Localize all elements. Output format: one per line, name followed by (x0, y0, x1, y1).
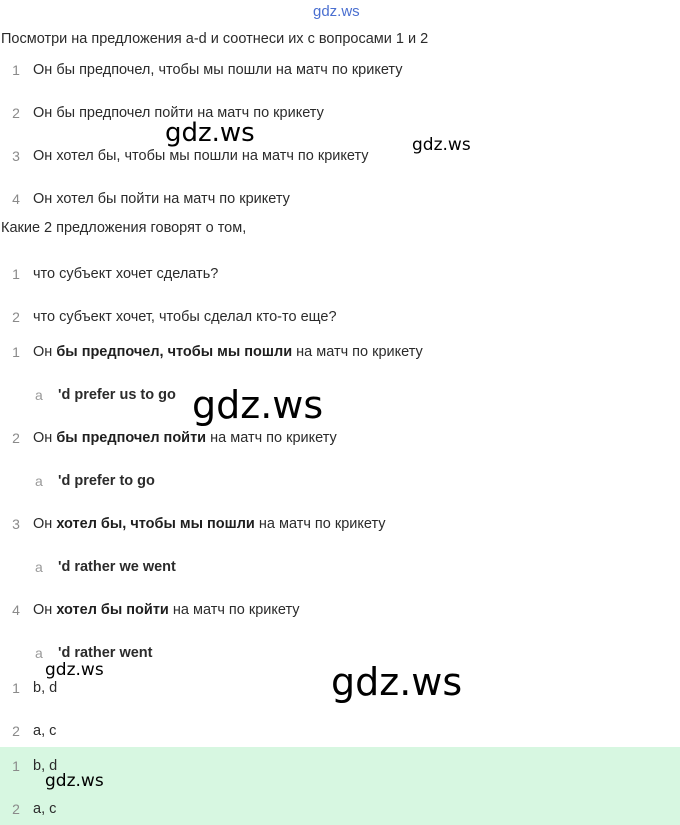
answer-box-number: 1 (12, 758, 20, 774)
option-letter: a (35, 473, 43, 489)
task-heading: Посмотри на предложения a-d и соотнеси их с вопросами 1 и 2 (1, 31, 429, 47)
translation-number: 2 (12, 430, 20, 446)
translation-text: Он хотел бы пойти на матч по крикету (33, 602, 300, 618)
sentence-text: Он бы предпочел пойти на матч по крикету (33, 105, 324, 121)
watermark: gdz.ws (45, 771, 104, 791)
answer-text: b, d (33, 680, 58, 696)
answer-box-number: 2 (12, 801, 20, 817)
sentence-number: 2 (12, 105, 20, 121)
site-logo-link[interactable]: gdz.ws (313, 3, 360, 20)
english-phrase: 'd prefer us to go (58, 387, 176, 403)
question-heading: Какие 2 предложения говорят о том, (1, 220, 247, 236)
translation-number: 3 (12, 516, 20, 532)
watermark: gdz.ws (192, 383, 324, 427)
watermark: gdz.ws (412, 135, 471, 155)
answer-text: a, c (33, 723, 57, 739)
question-number: 2 (12, 309, 20, 325)
answer-number: 1 (12, 680, 20, 696)
sentence-number: 4 (12, 191, 20, 207)
watermark: gdz.ws (331, 660, 463, 704)
sentence-text: Он бы предпочел, чтобы мы пошли на матч по крикету (33, 62, 403, 78)
english-phrase: 'd rather we went (58, 559, 176, 575)
option-letter: a (35, 387, 43, 403)
sentence-text: Он хотел бы, чтобы мы пошли на матч по крикету (33, 148, 369, 164)
watermark: gdz.ws (165, 118, 255, 148)
sentence-text: Он хотел бы пойти на матч по крикету (33, 191, 290, 207)
question-number: 1 (12, 266, 20, 282)
translation-number: 1 (12, 344, 20, 360)
answer-number: 2 (12, 723, 20, 739)
translation-number: 4 (12, 602, 20, 618)
option-letter: a (35, 559, 43, 575)
sentence-number: 3 (12, 148, 20, 164)
sentence-number: 1 (12, 62, 20, 78)
watermark: gdz.ws (45, 660, 104, 680)
question-text: что субъект хочет сделать? (33, 266, 219, 282)
answer-box-text: b, d (33, 758, 58, 774)
english-phrase: 'd prefer to go (58, 473, 155, 489)
answer-box-text: a, c (33, 801, 57, 817)
option-letter: a (35, 645, 43, 661)
translation-text: Он бы предпочел пойти на матч по крикету (33, 430, 337, 446)
translation-text: Он хотел бы, чтобы мы пошли на матч по крикету (33, 516, 386, 532)
english-phrase: 'd rather went (58, 645, 153, 661)
question-text: что субъект хочет, чтобы сделал кто-то еще? (33, 309, 337, 325)
translation-text: Он бы предпочел, чтобы мы пошли на матч по крикету (33, 344, 423, 360)
